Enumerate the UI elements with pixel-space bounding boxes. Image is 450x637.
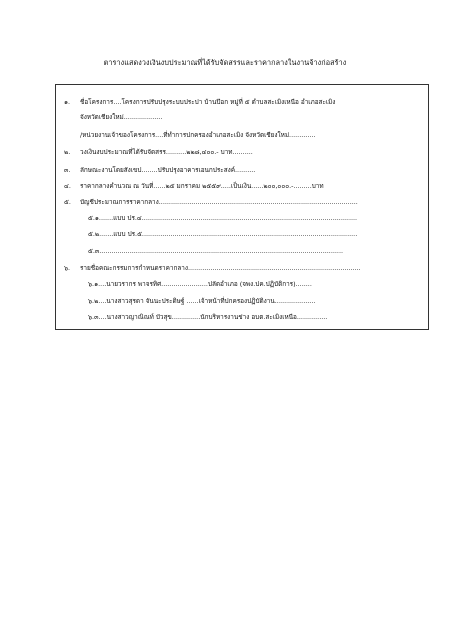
sub-item-5-2 xyxy=(88,230,357,238)
item-text: /หน่วยงานเจ้าของโครงการ....ที่ทำการปกครองอำเภอสะเมิง จังหวัดเชียงใหม่............. xyxy=(80,131,316,139)
item-number: ๔. xyxy=(64,182,71,190)
item-work-description xyxy=(64,166,255,174)
item-text: ๖.๑....นายวรากร พาจรทิศ.......................ปลัดอำเภอ (จพง.ปค.ปฏิบัติการ)........ xyxy=(88,280,312,288)
item-number: ๖. xyxy=(64,264,71,272)
item-text: ๕.๓........................................................................................................................ xyxy=(88,247,344,255)
item-owner-agency xyxy=(80,131,315,139)
item-text: ๖.๓....นางสาวญาณิณท์ บัวสุข..............นักบริหารงานช่าง อบต.สะเมิงเหนือ............... xyxy=(88,313,328,321)
item-text: บัญชีประมาณการราคากลาง.................................................................................................. xyxy=(80,198,358,206)
item-project-name-cont xyxy=(80,113,162,121)
item-text: จังหวัดเชียงใหม่................... xyxy=(80,113,163,121)
committee-member-1 xyxy=(88,280,312,288)
item-text: รายชื่อคณะกรรมการกำหนดราคากลาง..................................................................................... xyxy=(80,264,361,272)
item-text: ๕.๑.......แบบ ปร.๔.......................................................................................................... xyxy=(88,214,358,222)
document-title: ตารางแสดงวงเงินงบประมาณที่ได้รับจัดสรรและราคากลางในงานจ้างก่อสร้าง xyxy=(103,58,347,67)
item-estimate-list xyxy=(64,198,358,206)
item-allocated-budget xyxy=(64,148,253,156)
item-number: ๒. xyxy=(64,148,71,156)
item-text: วงเงินงบประมาณที่ได้รับจัดสรร..........๒๒๘,๔๐๐.- บาท.......... xyxy=(80,148,253,156)
sub-item-5-3 xyxy=(88,247,343,255)
item-text: ลักษณะงานโดยสังเขป........ปรับปรุงอาคารเอนกประสงค์.......... xyxy=(80,166,256,174)
item-number: ๕. xyxy=(64,198,71,206)
item-committee xyxy=(64,264,361,272)
item-project-name xyxy=(64,98,335,106)
item-text: ๖.๒....นางสาวสุรดา จันนะประดิษฐ์ ......เจ้าหน้าที่ปกครองปฏิบัติงาน.................... xyxy=(88,297,316,305)
sub-item-5-1 xyxy=(88,214,357,222)
item-median-price xyxy=(64,182,324,190)
item-number: ๑. xyxy=(64,98,71,106)
committee-member-2 xyxy=(88,297,315,305)
item-text: ๕.๒.......แบบ ปร.๕.......................................................................................................... xyxy=(88,230,358,238)
item-text: ราคากลางคำนวณ ณ วันที่......๒๕ มกราคม ๒๕๕๙.....เป็นเงิน......๒๐๐,๐๐๐.-.........บาท xyxy=(80,182,324,190)
committee-member-3 xyxy=(88,313,327,321)
item-text: ชื่อโครงการ....โครงการปรับปรุงระบบประปา บ้านป๊อก หมู่ที่ ๕ ตำบลสะเมิงเหนือ อำเภอสะเมิง xyxy=(80,98,336,106)
item-number: ๓. xyxy=(64,166,71,174)
